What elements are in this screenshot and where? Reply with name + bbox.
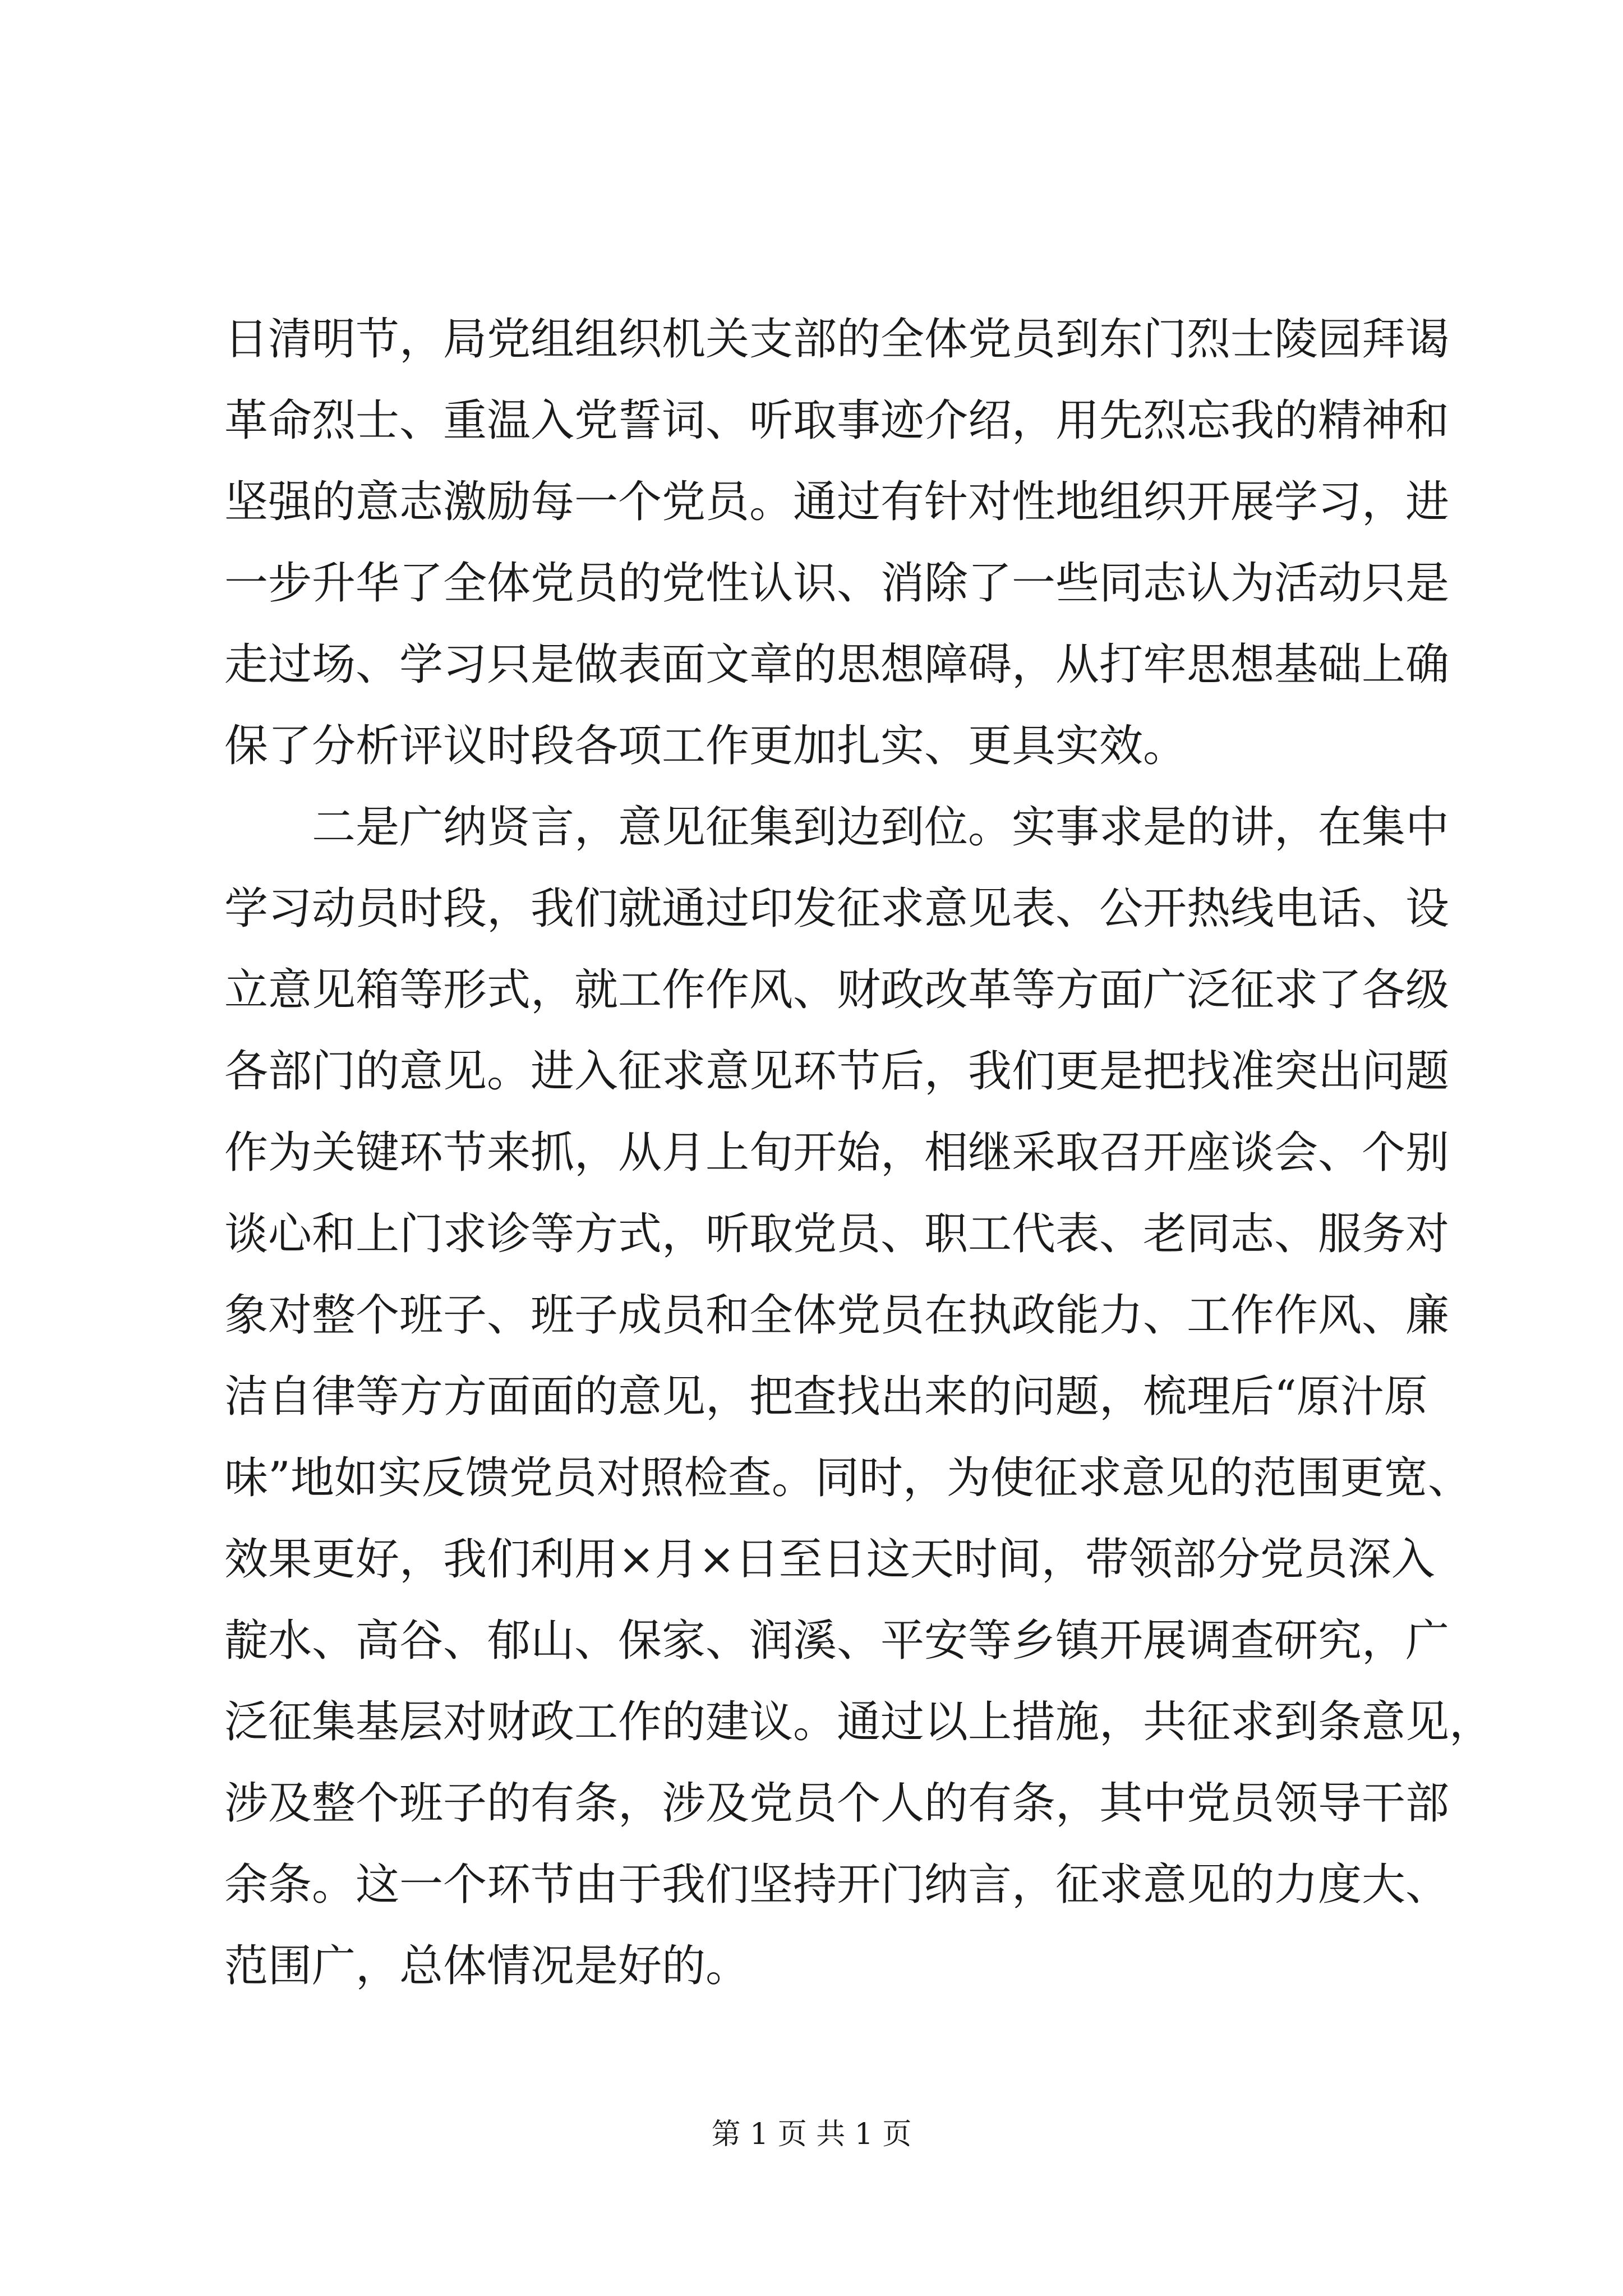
text-line: 作为关键环节来抓，从月上旬开始，相继采取召开座谈会、个别 bbox=[224, 1128, 1450, 1178]
text-line: 泛征集基层对财政工作的建议。通过以上措施，共征求到条意见， bbox=[224, 1697, 1493, 1747]
paragraph-first-line: 二是广纳贤言，意见征集到边到位。实事求是的讲，在集中 bbox=[312, 802, 1450, 853]
text-line: 坚强的意志激励每一个党员。通过有针对性地组织开展学习，进 bbox=[224, 477, 1450, 527]
text-line: 日清明节，局党组组织机关支部的全体党员到东门烈士陵园拜谒 bbox=[224, 314, 1450, 365]
text-line: 走过场、学习只是做表面文章的思想障碍，从打牢思想基础上确 bbox=[224, 639, 1450, 690]
text-line: 洁自律等方方面面的意见，把查找出来的问题，梳理后“原汁原 bbox=[224, 1372, 1428, 1422]
text-line: 一步升华了全体党员的党性认识、消除了一些同志认为活动只是 bbox=[224, 558, 1450, 609]
text-line: 立意见箱等形式，就工作作风、财政改革等方面广泛征求了各级 bbox=[224, 965, 1450, 1015]
text-line: 范围广，总体情况是好的。 bbox=[224, 1941, 750, 1991]
page-footer: 第 1 页 共 1 页 bbox=[711, 2118, 912, 2151]
text-line: 学习动员时段，我们就通过印发征求意见表、公开热线电话、设 bbox=[224, 884, 1450, 934]
text-line: 味”地如实反馈党员对照检查。同时，为使征求意见的范围更宽、 bbox=[224, 1453, 1472, 1503]
text-line: 余条。这一个环节由于我们坚持开门纳言，征求意见的力度大、 bbox=[224, 1860, 1450, 1910]
text-line: 效果更好，我们利用×月×日至日这天时间，带领部分党员深入 bbox=[224, 1534, 1435, 1585]
text-line: 革命烈士、重温入党誓词、听取事迹介绍，用先烈忘我的精神和 bbox=[224, 395, 1450, 446]
text-line: 象对整个班子、班子成员和全体党员在执政能力、工作作风、廉 bbox=[224, 1290, 1450, 1341]
text-line: 谈心和上门求诊等方式，听取党员、职工代表、老同志、服务对 bbox=[224, 1209, 1450, 1259]
text-line: 各部门的意见。进入征求意见环节后，我们更是把找准突出问题 bbox=[224, 1046, 1450, 1097]
text-line: 保了分析评议时段各项工作更加扎实、更具实效。 bbox=[224, 721, 1187, 771]
text-line: 靛水、高谷、郁山、保家、润溪、平安等乡镇开展调查研究，广 bbox=[224, 1616, 1450, 1666]
text-line: 涉及整个班子的有条，涉及党员个人的有条，其中党员领导干部 bbox=[224, 1778, 1450, 1829]
